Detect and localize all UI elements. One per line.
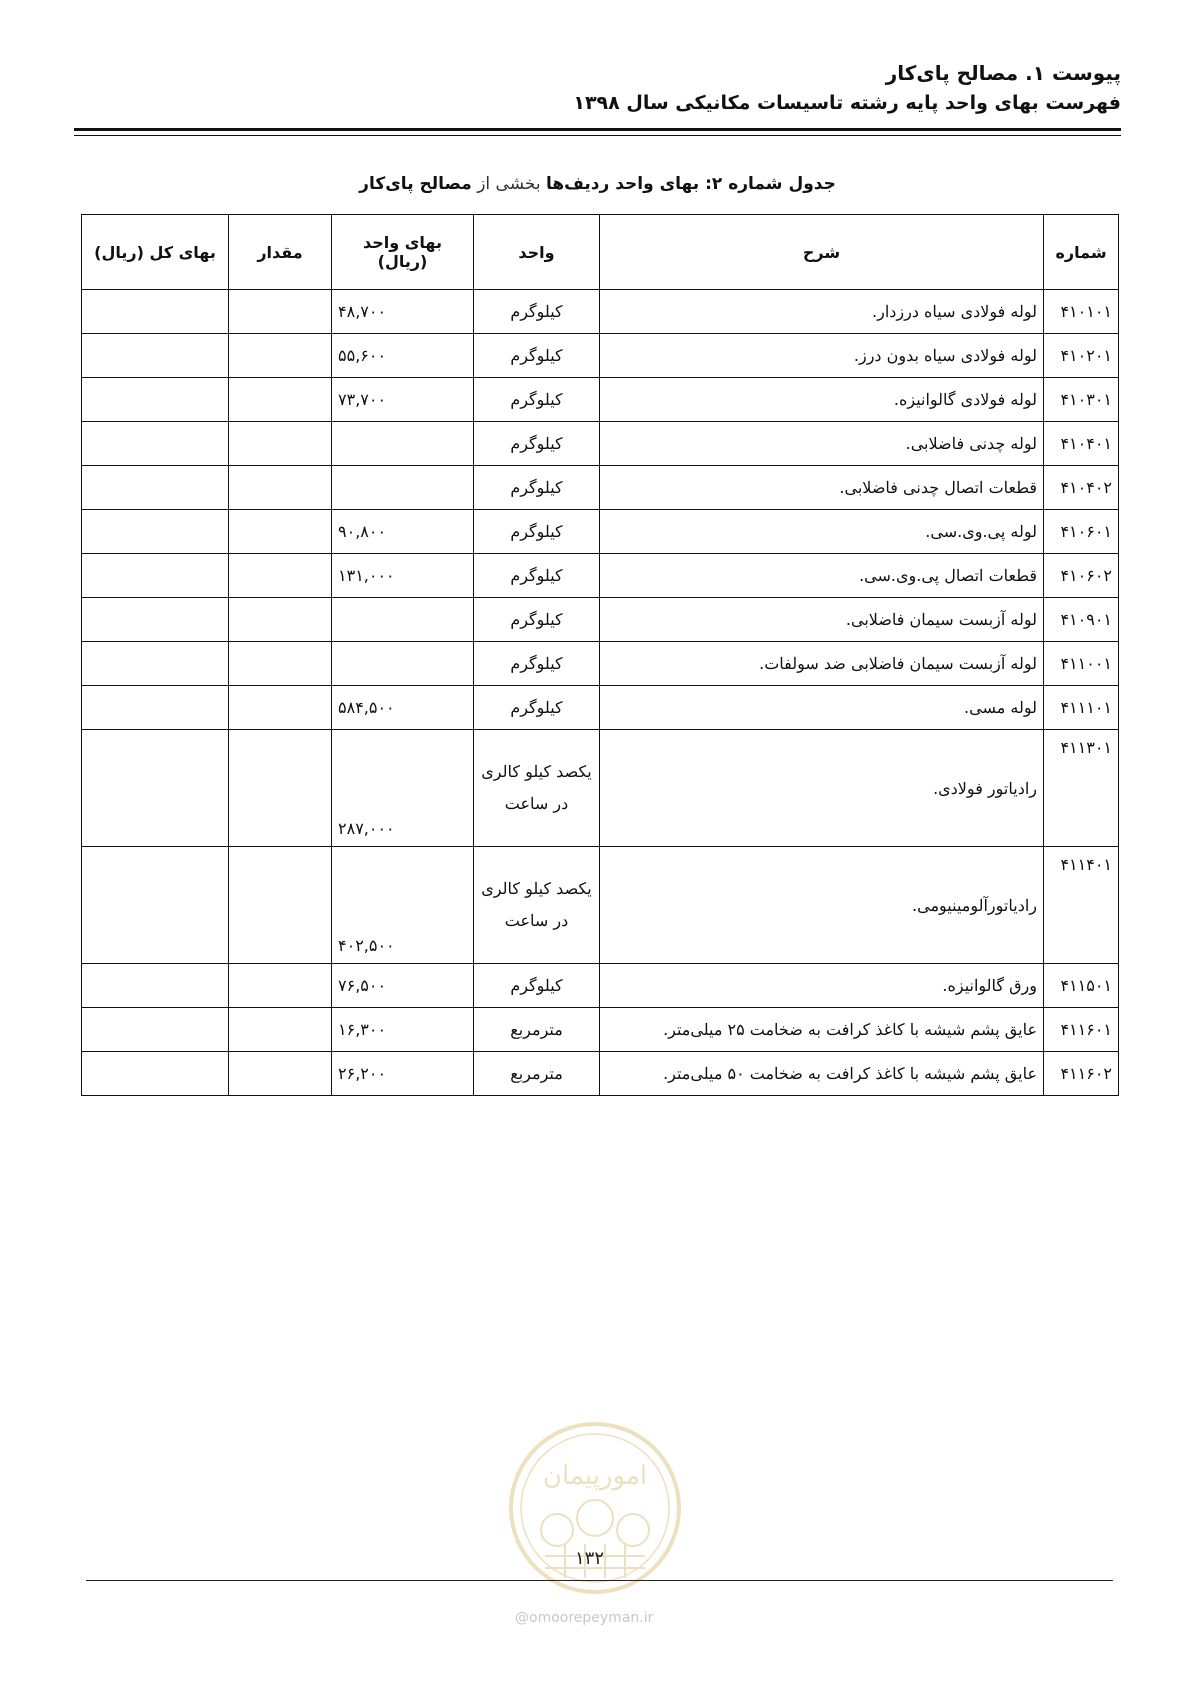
table-header-row <box>82 215 1119 290</box>
row-total-price <box>82 686 229 730</box>
row-unit: کیلوگرم <box>474 378 600 422</box>
row-unit: کیلوگرم <box>474 598 600 642</box>
row-description: لوله آزبست سیمان فاضلابی. <box>600 598 1044 642</box>
row-quantity <box>229 964 332 1008</box>
header-quantity: مقدار <box>229 215 332 290</box>
table-row <box>82 642 1119 686</box>
header-unit-price-line1: بهای واحد <box>362 233 442 252</box>
row-unit: کیلوگرم <box>474 642 600 686</box>
row-number: ۴۱۰۴۰۱ <box>1044 422 1119 466</box>
row-total-price <box>82 964 229 1008</box>
row-unit-price <box>332 422 474 466</box>
row-unit: مترمربع <box>474 1052 600 1096</box>
row-unit: کیلوگرم <box>474 334 600 378</box>
row-unit: کیلوگرم <box>474 964 600 1008</box>
row-number: ۴۱۰۴۰۲ <box>1044 466 1119 510</box>
row-unit-price: ۴۰۲,۵۰۰ <box>332 847 474 964</box>
row-total-price <box>82 730 229 847</box>
row-unit: کیلوگرم <box>474 422 600 466</box>
row-number: ۴۱۱۱۰۱ <box>1044 686 1119 730</box>
row-unit-price: ۱۶,۳۰۰ <box>332 1008 474 1052</box>
row-unit: کیلوگرم <box>474 290 600 334</box>
row-number: ۴۱۰۶۰۲ <box>1044 554 1119 598</box>
row-quantity <box>229 686 332 730</box>
table-caption <box>74 174 1121 194</box>
table-row <box>82 730 1119 847</box>
table-row <box>82 964 1119 1008</box>
caption-part3: مصالح پای‌کار <box>359 174 472 194</box>
row-description: رادیاتورآلومینیومی. <box>600 847 1044 964</box>
row-unit-price: ۵۸۴,۵۰۰ <box>332 686 474 730</box>
row-number: ۴۱۱۵۰۱ <box>1044 964 1119 1008</box>
row-unit: یکصد کیلو کالری در ساعت <box>474 847 600 964</box>
row-unit-price: ۷۶,۵۰۰ <box>332 964 474 1008</box>
row-total-price <box>82 510 229 554</box>
row-number: ۴۱۱۶۰۱ <box>1044 1008 1119 1052</box>
row-number: ۴۱۱۰۰۱ <box>1044 642 1119 686</box>
table-row <box>82 290 1119 334</box>
row-quantity <box>229 290 332 334</box>
row-unit: کیلوگرم <box>474 510 600 554</box>
header-total-price: بهای کل (ریال) <box>82 215 229 290</box>
row-total-price <box>82 642 229 686</box>
row-description: ورق گالوانیزه. <box>600 964 1044 1008</box>
row-unit: کیلوگرم <box>474 554 600 598</box>
row-description: لوله آزبست سیمان فاضلابی ضد سولفات. <box>600 642 1044 686</box>
row-description: عایق پشم شیشه با کاغذ کرافت به ضخامت ۵۰ میلی‌متر. <box>600 1052 1044 1096</box>
table-row <box>82 554 1119 598</box>
table-row <box>82 510 1119 554</box>
header-unit: واحد <box>474 215 600 290</box>
row-quantity <box>229 466 332 510</box>
row-unit-price: ۵۵,۶۰۰ <box>332 334 474 378</box>
row-quantity <box>229 642 332 686</box>
row-quantity <box>229 334 332 378</box>
table-row <box>82 378 1119 422</box>
price-table <box>81 214 1119 1096</box>
row-description: لوله فولادی سیاه درزدار. <box>600 290 1044 334</box>
header-unit-price <box>332 215 474 290</box>
row-total-price <box>82 466 229 510</box>
row-unit-price <box>332 642 474 686</box>
row-quantity <box>229 1052 332 1096</box>
row-description: قطعات اتصال پی.وی.سی. <box>600 554 1044 598</box>
row-description: رادیاتور فولادی. <box>600 730 1044 847</box>
row-unit-price: ۲۸۷,۰۰۰ <box>332 730 474 847</box>
row-quantity <box>229 378 332 422</box>
row-unit-price <box>332 598 474 642</box>
watermark-url: @omoorepeyman.ir <box>515 1610 654 1626</box>
row-quantity <box>229 598 332 642</box>
row-unit-price: ۹۰,۸۰۰ <box>332 510 474 554</box>
row-unit: کیلوگرم <box>474 686 600 730</box>
table-row <box>82 334 1119 378</box>
row-quantity <box>229 847 332 964</box>
header-rule-thick <box>74 128 1121 131</box>
seal-text: امورپیمان <box>542 1461 648 1491</box>
row-total-price <box>82 847 229 964</box>
header-number: شماره <box>1044 215 1119 290</box>
appendix-title: پیوست ۱. مصالح پای‌کار <box>885 61 1121 85</box>
row-unit: مترمربع <box>474 1008 600 1052</box>
row-quantity <box>229 554 332 598</box>
row-description: لوله فولادی سیاه بدون درز. <box>600 334 1044 378</box>
page-header <box>573 58 1121 118</box>
row-number: ۴۱۱۶۰۲ <box>1044 1052 1119 1096</box>
header-rule-thin <box>74 135 1121 136</box>
row-total-price <box>82 334 229 378</box>
row-total-price <box>82 378 229 422</box>
row-quantity <box>229 510 332 554</box>
document-title: فهرست بهای واحد پایه رشته تاسیسات مکانیکی سال ۱۳۹۸ <box>573 92 1121 114</box>
row-number: ۴۱۰۱۰۱ <box>1044 290 1119 334</box>
table-row <box>82 686 1119 730</box>
table-row <box>82 422 1119 466</box>
row-unit-price: ۲۶,۲۰۰ <box>332 1052 474 1096</box>
row-total-price <box>82 554 229 598</box>
table-row <box>82 466 1119 510</box>
row-total-price <box>82 422 229 466</box>
row-description: عایق پشم شیشه با کاغذ کرافت به ضخامت ۲۵ میلی‌متر. <box>600 1008 1044 1052</box>
row-description: لوله مسی. <box>600 686 1044 730</box>
row-description: لوله فولادی گالوانیزه. <box>600 378 1044 422</box>
row-quantity <box>229 730 332 847</box>
row-number: ۴۱۰۲۰۱ <box>1044 334 1119 378</box>
page-number: ۱۳۲ <box>575 1548 605 1569</box>
caption-part2: بخشی از <box>471 174 546 194</box>
row-total-price <box>82 1052 229 1096</box>
footer-rule <box>86 1580 1113 1581</box>
row-description: لوله پی.وی.سی. <box>600 510 1044 554</box>
row-unit: کیلوگرم <box>474 466 600 510</box>
row-description: لوله چدنی فاضلابی. <box>600 422 1044 466</box>
row-unit-price: ۴۸,۷۰۰ <box>332 290 474 334</box>
table-row <box>82 847 1119 964</box>
row-number: ۴۱۱۴۰۱ <box>1044 847 1119 964</box>
row-unit-price: ۷۳,۷۰۰ <box>332 378 474 422</box>
row-unit-price <box>332 466 474 510</box>
row-total-price <box>82 598 229 642</box>
row-number: ۴۱۱۳۰۱ <box>1044 730 1119 847</box>
row-number: ۴۱۰۹۰۱ <box>1044 598 1119 642</box>
table-row <box>82 1052 1119 1096</box>
row-quantity <box>229 1008 332 1052</box>
row-number: ۴۱۰۳۰۱ <box>1044 378 1119 422</box>
row-total-price <box>82 1008 229 1052</box>
row-quantity <box>229 422 332 466</box>
row-description: قطعات اتصال چدنی فاضلابی. <box>600 466 1044 510</box>
row-number: ۴۱۰۶۰۱ <box>1044 510 1119 554</box>
row-unit-price: ۱۳۱,۰۰۰ <box>332 554 474 598</box>
row-total-price <box>82 290 229 334</box>
header-description: شرح <box>600 215 1044 290</box>
row-unit: یکصد کیلو کالری در ساعت <box>474 730 600 847</box>
seal-watermark <box>505 1418 685 1598</box>
caption-part1: جدول شماره ۲: بهای واحد ردیف‌ها <box>545 174 836 194</box>
header-unit-price-line2: (ریال) <box>377 252 428 271</box>
table-row <box>82 598 1119 642</box>
table-row <box>82 1008 1119 1052</box>
